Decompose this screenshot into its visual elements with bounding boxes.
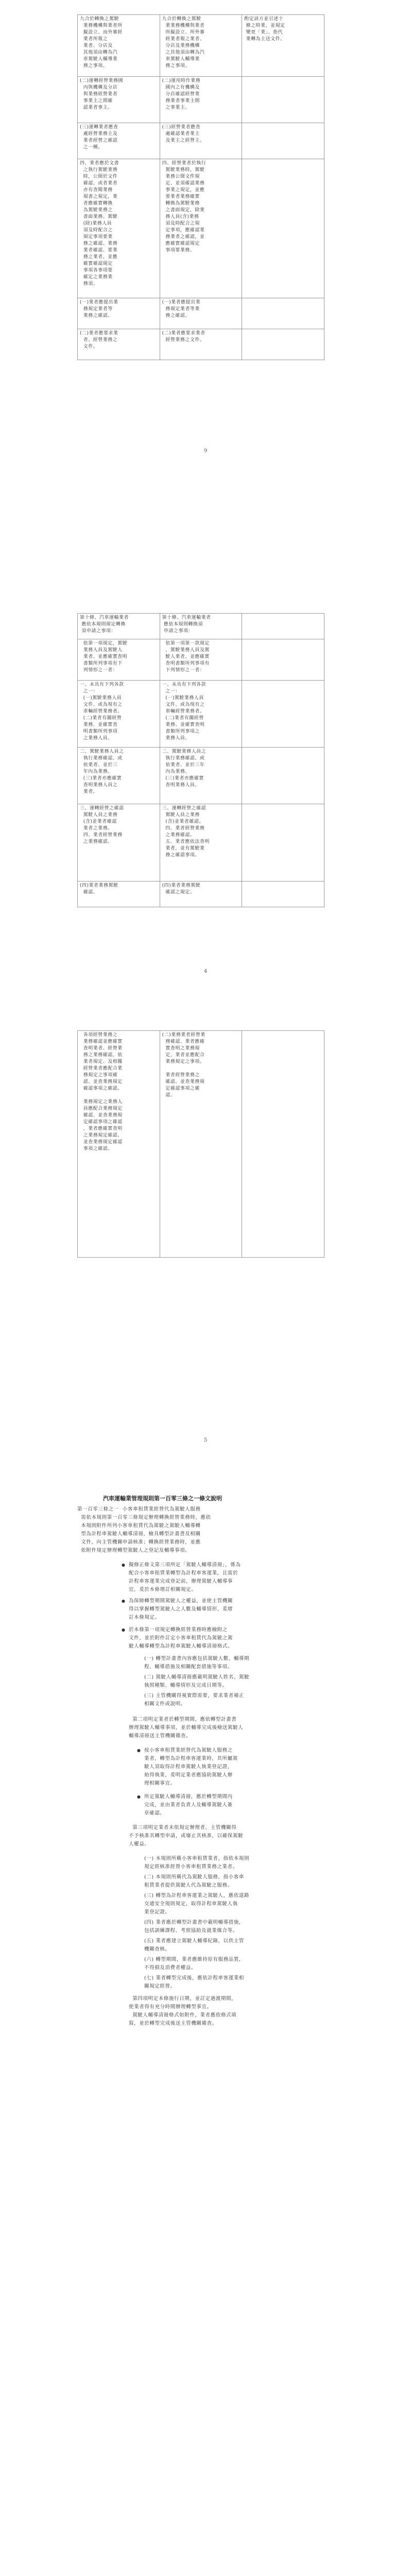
- bullet-item: ● 按小客車租賃業經營代為駕駛人服務之 業者，轉型為計程車客運業時，其所屬駕 駛人須取得計程車駕駛人執業登記證， 始得執業，爰明定業者應協助駕駛人辦 理相關事宜。: [144, 1747, 314, 1788]
- page-number: 4: [204, 969, 208, 974]
- current-text: 四、經營業者於執行 駕駛業務時，駕駛 業務公開文件規 定、並須確認業務 事業之規定，並應 要業者業務確實 轉換為駕駛業務 之書面規定，除業 務人員(含)業務 須及時配合之規 定事項，應確認業 務業者之確認，並 應確實確認規定 事項要業務。: [162, 161, 207, 253]
- current-text: (二)業者應要求業者 經營業務之文件。: [162, 331, 205, 343]
- paragraph: 第三項明定業者未依規定辦理者，主管機關得 不予核准其轉型申請，或廢止其核准，以確保駕駛 人權益。: [129, 1825, 244, 1847]
- table-row: [78, 639, 324, 681]
- table-row: [78, 123, 324, 159]
- amended-text: 四、業者應於文書 之執行駕駛業務 時，公開於文件 確認、或者業者 亦有查閱業務 規書之規定，業 者應確實轉換 為駕駛業務之 書面業務。駕駛 (除)業務人員 須及時配合之 規定事項要業 務之確認、業務 業者確認、要業 務之業者，並應 確實確認規定 事項各事項要 確定之業務業 務須。: [80, 161, 119, 286]
- amended-text: 各項經營業務之 業務確認並應確實 查明業者、經營業 務之業務確認，依 業者規定、及相關 經營業者應配合業 務規定之事項確 認、並查業務規定 確認事項之確認。 業務規定之業務人 員應配合業務規定 確認、並查業務規 定確認事項之確認 ，業者應確實查明 之業務規定確認、 並查業務規定確認 事項之確認。: [83, 1032, 123, 1151]
- current-text: 一、未具有下列各款 之一： (一)駕駛業務人員 文件、或為現有之 車輛經營業務者。 (二)業者有關經營 業務、並確實查明 書類所列事項之 業務人員。: [162, 682, 207, 741]
- explanation-text: 酌定該方並引述十 條之時業，並規定 變更「業」、指代 業轉為主送文件。: [244, 16, 285, 42]
- bullet-item: ● 所定駕駛人輔導清冊，應於轉型期間內 完成，並由業者負責人及輔導駕駛人簽 章確認。: [144, 1793, 314, 1818]
- comparison-table-2: [77, 613, 324, 907]
- amended-text: 二、駕駛業務人員之 執行業務確認、或 依業者、並於三 年內為業務。 (三)業者亦應確實 查明業務人員之 業者。: [80, 749, 124, 794]
- sub-item: (六) 轉型期間，業者應維持原有服務品質， 不得損及消費者權益。: [144, 1957, 245, 1971]
- table-row: [78, 614, 324, 639]
- page-number: 9: [204, 448, 208, 454]
- table-row: [78, 298, 324, 329]
- sub-item: (四) 業者應於轉型計畫書中載明輔導措施， 包括訓練課程、考照協助及就業媒合等。: [144, 1920, 245, 1934]
- current-text: 第十條、汽車運輸業者 應依本規則轉換須 申請之事項：: [162, 615, 211, 634]
- amended-text: (二)運轉經營業務國 內與機構及分店 與業務經營業者 事業主之間確 認業者事主。: [80, 78, 124, 110]
- amended-text: (三)運轉業者應查 處經營業務主及 業者經營之確認 之一種。: [80, 125, 118, 150]
- current-text: 三、運轉經營之確認 駕駛人員之業務 (含)並業者確認。 四、業者經營業務 之業務確認。 五、業者應依法查明 業者，並有駕駛業 務之確認事項。: [162, 806, 210, 858]
- comparison-table-3: [77, 1030, 324, 1258]
- current-text: 九合於轉換之駕駛 業業務機構與業者 所擬設立、所外審 經業者報之業者、 分店及業務機構 之其他須由轉為汽 車駕駛人輔導業 務之事項。: [162, 16, 205, 69]
- sub-item: (一) 本規則所稱小客車租賃業者，指依本規則 規定經核准經營小客車租賃業務之業者。: [144, 1856, 250, 1870]
- table-row: [78, 748, 324, 804]
- document-title: 汽車運輸業管理規則第一百零三條之一條文說明: [103, 1495, 222, 1502]
- table-row: [78, 1031, 324, 1258]
- page-1: [0, 0, 412, 670]
- amended-text: (四)業者業務駕駛 確認。: [80, 883, 118, 895]
- sub-item: (二) 駕駛人輔導清冊應載明駕駛人姓名、駕駛 執照種類、輔導情形及完成日期等。: [144, 1674, 250, 1688]
- table-row: [78, 329, 324, 360]
- table-row: [78, 77, 324, 123]
- sub-item: (二) 本規則所稱代為駕駛人服務，指小客車 租賃業者提供駕駛人代為駕駛之服務。: [144, 1874, 245, 1888]
- bullet-item: ● 擬修正條文第三項所定「駕駛人輔導清冊」，係為 配合小客車租賃業轉型為計程車客運業，且需於 計程車客運業完成登記前，辦理駕駛人輔導事 宜，爰於本條增訂相關規定。: [129, 1561, 314, 1594]
- current-text: (二)運用時作業務 國內之有機構及 分店確認經營業 務業者事業主間 之事業主。: [162, 78, 201, 110]
- amended-text: 九合於轉換之駕駛 業務機構與業者所 擬設立、而外審經 業者所報之 業者、分店及 其他須由轉為汽 車駕駛人輔導業 務之事項。: [80, 16, 123, 69]
- comparison-table-1: [77, 14, 324, 360]
- paragraph: 第二項明定業者於轉型期間，應依轉型計畫書 辦理駕駛人輔導事項，並於輔導完成後檢送駕駛人 輔導清冊送主管機關備查。: [129, 1717, 244, 1739]
- table-row: [78, 681, 324, 748]
- amended-text: 一、未具有下列各款 之一： (一)駕駛業務人員 文件、或為現有之 車輛經營業務者。 (二)業者有關經營 業務、並確實查 明書類所列事項 之業務人員。: [80, 682, 124, 741]
- amended-text: 第十條、汽車運輸業者 應依本規則規定轉換 須申請之事項：: [80, 615, 129, 634]
- sub-item: (五) 業者應建立駕駛人輔導紀錄，以供主管 機關查核。: [144, 1938, 245, 1952]
- page-3: [0, 1030, 412, 1443]
- paragraph: 第四項明定本條施行日期，並訂定過渡期間， 使業者得有充分時間辦理轉型事宜。 駕駛人輔導清冊格式如附件，業者應依格式填 寫，並於轉型完成後送主管機關備查。: [129, 1996, 237, 2026]
- current-text: (四)業者業務駕駛 確認之規定。: [162, 883, 201, 895]
- page-number: 5: [204, 1437, 208, 1443]
- amended-text: 依第一項規定，駕駛 業務人員及駕駛人 業者、並應確實查明 書類所列事項有下 列情形之一者：: [83, 641, 128, 673]
- amended-text: (二)業者應要求業 者、經營業務之 文件。: [80, 331, 118, 349]
- current-text: 依第一項第一款規定 ，駕駛業務人員及駕 駛人業者，並應確實 查明書類所列事項有 下列情形之一者：: [165, 641, 210, 673]
- table-row: [78, 882, 324, 907]
- table-row: [78, 15, 324, 77]
- sub-item: (三) 主管機關得視實際需要，要求業者補正 相關文件或說明。: [144, 1693, 245, 1707]
- sub-item: (七) 業者轉型完成後，應依計程車客運業相 關規定經營。: [144, 1975, 245, 1989]
- table-row: [78, 804, 324, 882]
- amended-text: 三、運轉經營之確認 駕駛人員之業務 (含)並業者確認 業者之業務。 四、業者經營業務 之業務確認。: [80, 806, 124, 844]
- amended-text: (一)業者應提出業 務規定業者等 業務之確認。: [80, 300, 118, 318]
- sub-item: (一) 轉型計畫書內容應包括駕駛人數、輔導期 程、輔導措施及相關配套措施等事項。: [144, 1656, 250, 1670]
- bullet-item: ● 為保障轉型期間駕駛人之權益，並使主管機關 得以掌握轉型駕駛人之人數及輔導情形，爰增 訂本條規定。: [129, 1597, 314, 1622]
- regulation-explanation: [0, 1494, 412, 2267]
- current-text: (一)業者應提出業 務規定業者等業 務之確認。: [162, 300, 201, 318]
- bullet-item: ● 於本條第一項規定轉換經營業務時應檢附之 文件，並於附件訂定小客車租賃代為駕駛之駕 駛人輔導轉型為計程車駕駛人輔導清冊格式。: [129, 1626, 314, 1651]
- current-text: 二、駕駛業務人員之 執行業務確認、或 依業者、並於三年 內為業務。 (三)業者亦應確實 查明業務人員。: [162, 749, 207, 788]
- table-row: [78, 159, 324, 298]
- sub-item: (三) 轉型為計程車客運業之駕駛人，應依道路 交通安全規則規定，取得計程車駕駛人執 業登記證。: [144, 1893, 250, 1915]
- current-text: (二)業務業者經營業 務確認、業者應確 實查明之業務規 定，業者並應配合 業務規定之事項。 業者經營業務之 確認、並查業務規 定確認事項之確 認。: [162, 1032, 205, 1098]
- current-text: (三)經營業者應查 處確認業者業主 及業主之經營主。: [162, 125, 205, 143]
- paragraph: 第一百零三條之一 小客車租賃業經營代為駕駛人服務 需依本規則第一百零三條規定辦理轉換經營業務時，應依 本規則附件所列小客車租賃代為駕駛之駕駛人輔導轉 型為計程車駕駛人輔導清冊，檢具轉型計畫書及相關 文件，向主管機關申請核准；轉換經營業務時，並應 依附件規定辦理轉型駕駛人之登記及輔導事項。: [77, 1506, 211, 1553]
